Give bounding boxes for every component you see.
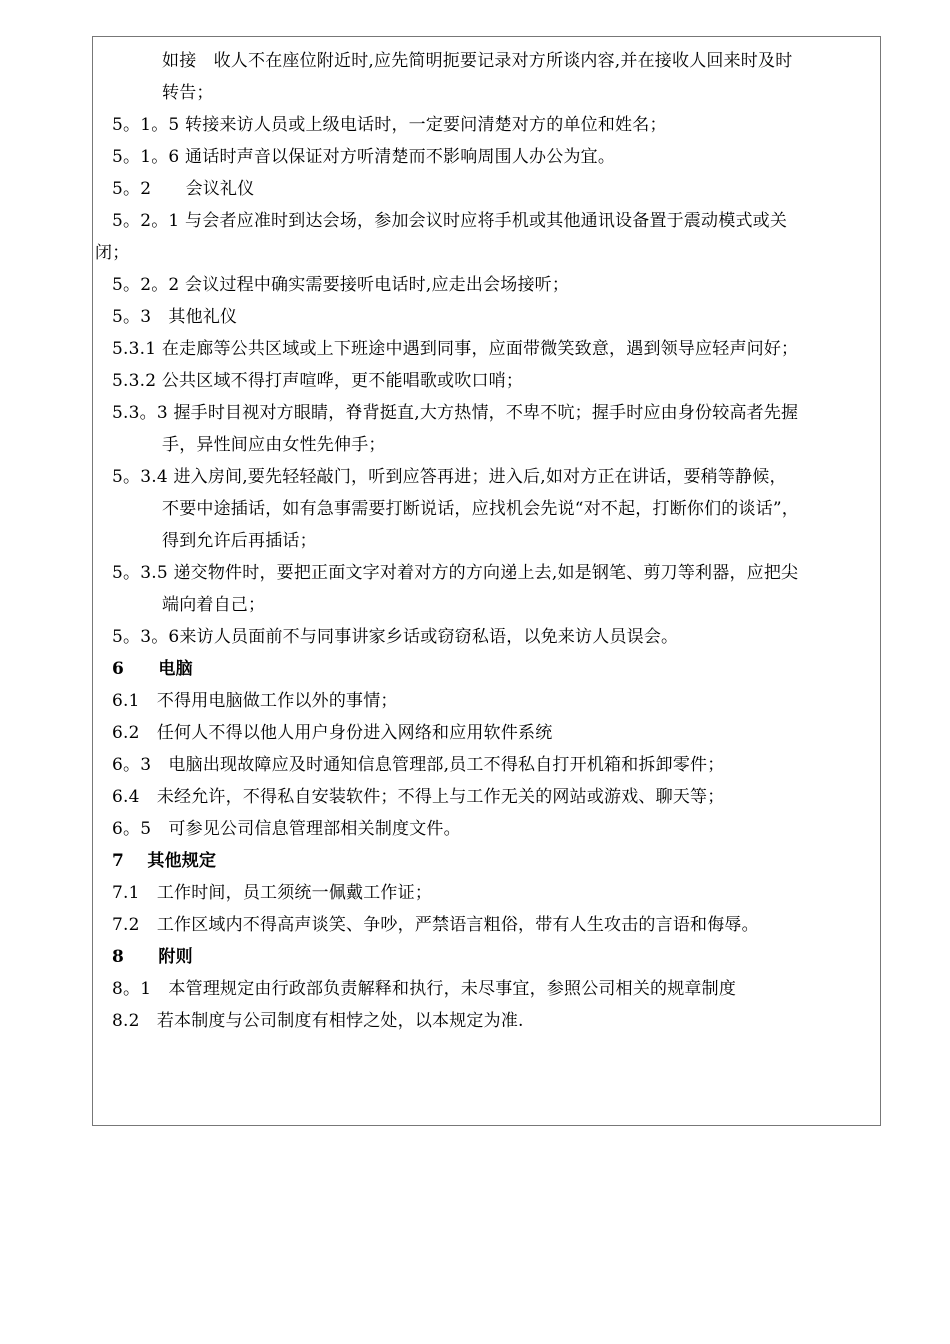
text-line: 5.3。3 握手时目视对方眼睛，脊背挺直,大方热情，不卑不吭；握手时应由身份较高者先握 bbox=[112, 403, 799, 423]
text-line: 7.1 工作时间，员工须统一佩戴工作证； bbox=[112, 883, 433, 903]
text-line: 8.2 若本制度与公司制度有相悖之处，以本规定为准. bbox=[112, 1011, 524, 1031]
text-line: 5。3.4 进入房间,要先轻轻敲门，听到应答再进；进入后,如对方正在讲话，要稍等静候， bbox=[112, 467, 787, 487]
text-line: 8。1 本管理规定由行政部负责解释和执行，未尽事宜，参照公司相关的规章制度 bbox=[112, 979, 737, 999]
text-line: 6.2 任何人不得以他人用户身份进入网络和应用软件系统 bbox=[112, 723, 553, 743]
section-heading: 8 附则 bbox=[112, 947, 193, 967]
text-line: 7.2 工作区域内不得高声谈笑、争吵，严禁语言粗俗，带有人生攻击的言语和侮辱。 bbox=[112, 915, 759, 935]
text-line: 5。2。2 会议过程中确实需要接听电话时,应走出会场接听； bbox=[112, 275, 570, 295]
section-heading: 5。3 其他礼仪 bbox=[112, 307, 238, 327]
text-line: 6.4 未经允许，不得私自安装软件；不得上与工作无关的网站或游戏、聊天等； bbox=[112, 787, 725, 807]
text-line: 得到允许后再插话； bbox=[162, 531, 317, 551]
text-line: 6.1 不得用电脑做工作以外的事情； bbox=[112, 691, 398, 711]
text-line: 5。1。6 通话时声音以保证对方听清楚而不影响周围人办公为宜。 bbox=[112, 147, 616, 167]
text-line: 5。3.5 递交物件时，要把正面文字对着对方的方向递上去,如是钢笔、剪刀等利器，应把尖 bbox=[112, 563, 799, 583]
text-line: 6。3 电脑出现故障应及时通知信息管理部,员工不得私自打开机箱和拆卸零件； bbox=[112, 755, 725, 775]
text-line: 5.3.1 在走廊等公共区域或上下班途中遇到同事，应面带微笑致意，遇到领导应轻声问好； bbox=[112, 339, 799, 359]
text-line: 不要中途插话，如有急事需要打断说话，应找机会先说“对不起，打断你们的谈话”， bbox=[162, 499, 799, 519]
text-line: 5.3.2 公共区域不得打声喧哗，更不能唱歌或吹口哨； bbox=[112, 371, 524, 391]
section-heading: 6 电脑 bbox=[112, 659, 193, 679]
section-heading: 7 其他规定 bbox=[112, 851, 217, 871]
text-line: 5。2。1 与会者应准时到达会场，参加会议时应将手机或其他通讯设备置于震动模式或关 bbox=[112, 211, 788, 231]
section-heading: 5。2 会议礼仪 bbox=[112, 179, 255, 199]
text-line: 如接 收人不在座位附近时,应先简明扼要记录对方所谈内容,并在接收人回来时及时 bbox=[162, 51, 793, 71]
text-line: 手，异性间应由女性先伸手； bbox=[162, 435, 386, 455]
text-line: 闭； bbox=[95, 243, 130, 263]
text-line: 6。5 可参见公司信息管理部相关制度文件。 bbox=[112, 819, 461, 839]
text-line: 端向着自己； bbox=[162, 595, 266, 615]
text-line: 转告； bbox=[162, 83, 214, 103]
text-line: 5。3。6来访人员面前不与同事讲家乡话或窃窃私语，以免来访人员误会。 bbox=[112, 627, 679, 647]
text-line: 5。1。5 转接来访人员或上级电话时，一定要问清楚对方的单位和姓名； bbox=[112, 115, 667, 135]
